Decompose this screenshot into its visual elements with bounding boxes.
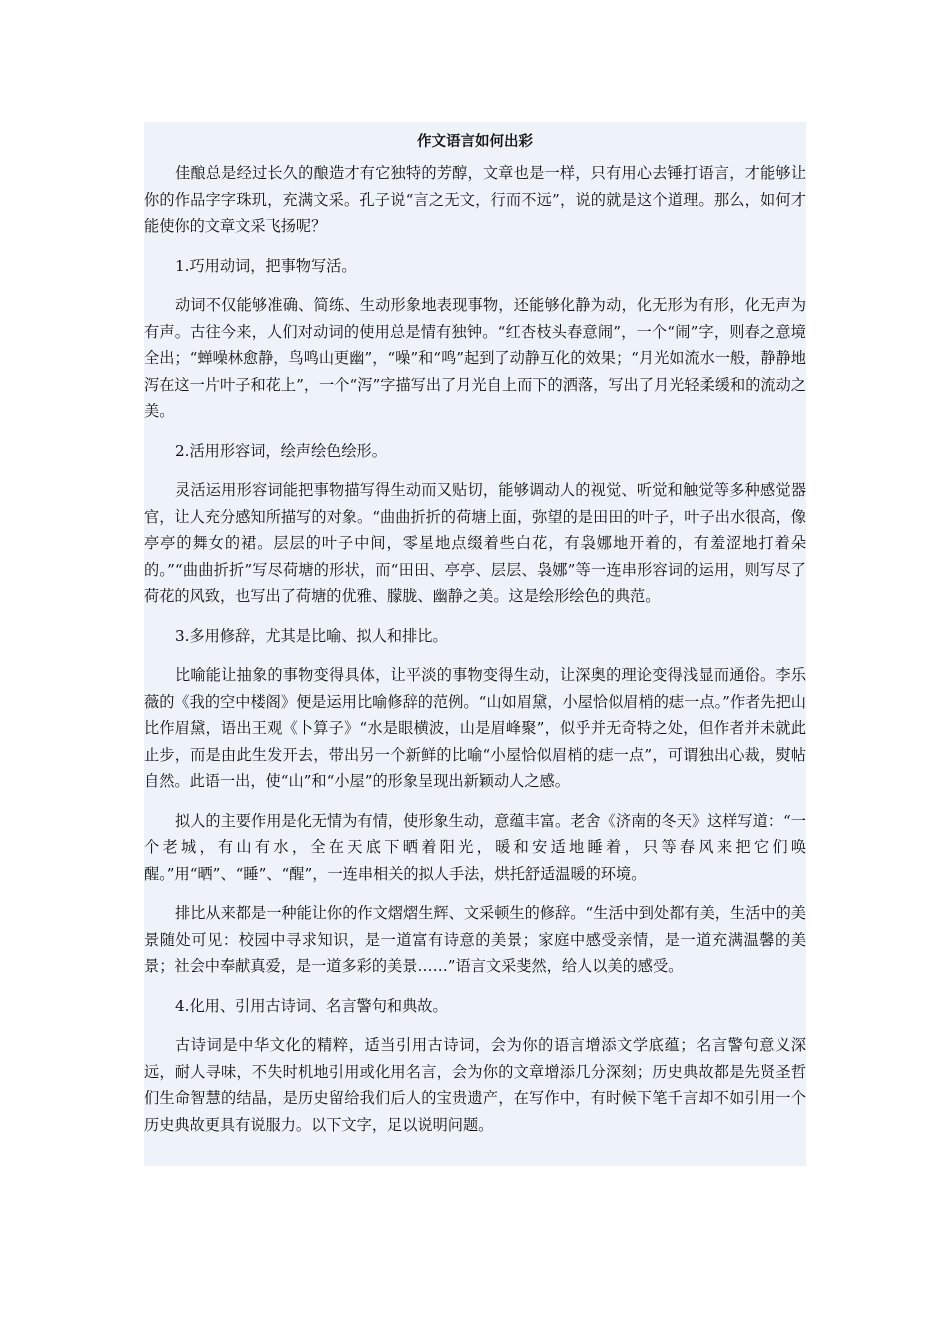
article [144, 122, 806, 1166]
paragraph-metaphor: 比喻能让抽象的事物变得具体，让平淡的事物变得生动，让深奥的理论变得浅显而通俗。李乐薇的《我的空中楼阁》便是运用比喻修辞的范例。“山如眉黛，小屋恰似眉梢的痣一点。”作者先把山比作眉黛，语出王观《卜算子》“水是眼横波，山是眉峰聚”，似乎并无奇特之处，但作者并未就此止步，而是由此生发开去，带出另一个新鲜的比喻“小屋恰似眉梢的痣一点”，可谓独出心裁，熨帖自然。此语一出，使“山”和“小屋”的形象呈现出新颖动人之感。 [144, 666, 806, 790]
section-heading-verbs: 1.巧用动词，把事物写活。 [175, 256, 357, 275]
paragraph-adjectives: 灵活运用形容词能把事物描写得生动而又贴切，能够调动人的视觉、听觉和触觉等多种感觉器官，让人充分感知所描写的对象。“曲曲折折的荷塘上面，弥望的是田田的叶子，叶子出水很高，像亭亭的舞女的裙。层层的叶子中间，零星地点缀着些白花，有袅娜地开着的，有羞涩地打着朵的。”“曲曲折折”写尽荷塘的形状，而“田田、亭亭、层层、袅娜”等一连串形容词的运用，则写尽了荷花的风致，也写出了荷塘的优雅、朦胧、幽静之美。这是绘形绘色的典范。 [144, 481, 806, 605]
paragraph-intro: 佳酿总是经过长久的酿造才有它独特的芳醇，文章也是一样，只有用心去锤打语言，才能够让你的作品字字珠玑，充满文采。孔子说“言之无文，行而不远”，说的就是这个道理。那么，如何才能使你的文章文采飞扬呢？ [144, 164, 806, 235]
section-heading-quotations: 4.化用、引用古诗词、名言警句和典故。 [175, 996, 448, 1015]
paragraph-verbs: 动词不仅能够准确、简练、生动形象地表现事物，还能够化静为动，化无形为有形，化无声为有声。古往今来，人们对动词的使用总是情有独钟。“红杏枝头春意闹”，一个“闹”字，则春之意境全出；“蝉噪林愈静，鸟鸣山更幽”，“噪”和“鸣”起到了动静互化的效果；“月光如流水一般，静静地泻在这一片叶子和花上”，一个“泻”字描写出了月光自上而下的洒落，写出了月光轻柔缓和的流动之美。 [144, 296, 806, 420]
paragraph-personification: 拟人的主要作用是化无情为有情，使形象生动，意蕴丰富。老舍《济南的冬天》这样写道：“一个老城，有山有水，全在天底下晒着阳光，暖和安适地睡着，只等春风来把它们唤醒。”用“晒”、“睡”、“醒”，一连串相关的拟人手法，烘托舒适温暖的环境。 [144, 811, 806, 883]
section-heading-rhetoric: 3.多用修辞，尤其是比喻、拟人和排比。 [175, 626, 448, 645]
section-heading-adjectives: 2.活用形容词，绘声绘色绘形。 [175, 441, 387, 460]
paragraph-parallelism: 排比从来都是一种能让你的作文熠熠生辉、文采顿生的修辞。“生活中到处都有美，生活中的美景随处可见：校园中寻求知识，是一道富有诗意的美景；家庭中感受亲情，是一道充满温馨的美景；社会中奉献真爱，是一道多彩的美景……”语言文采斐然，给人以美的感受。 [144, 904, 806, 975]
paragraph-quotations: 古诗词是中华文化的精粹，适当引用古诗词，会为你的语言增添文学底蕴；名言警句意义深远，耐人寻味，不失时机地引用或化用名言，会为你的文章增添几分深刻；历史典故都是先贤圣哲们生命智慧的结晶，是历史留给我们后人的宝贵遗产，在写作中，有时候下笔千言却不如引用一个历史典故更具有说服力。以下文字，足以说明问题。 [144, 1036, 806, 1134]
article-title: 作文语言如何出彩 [417, 134, 533, 150]
